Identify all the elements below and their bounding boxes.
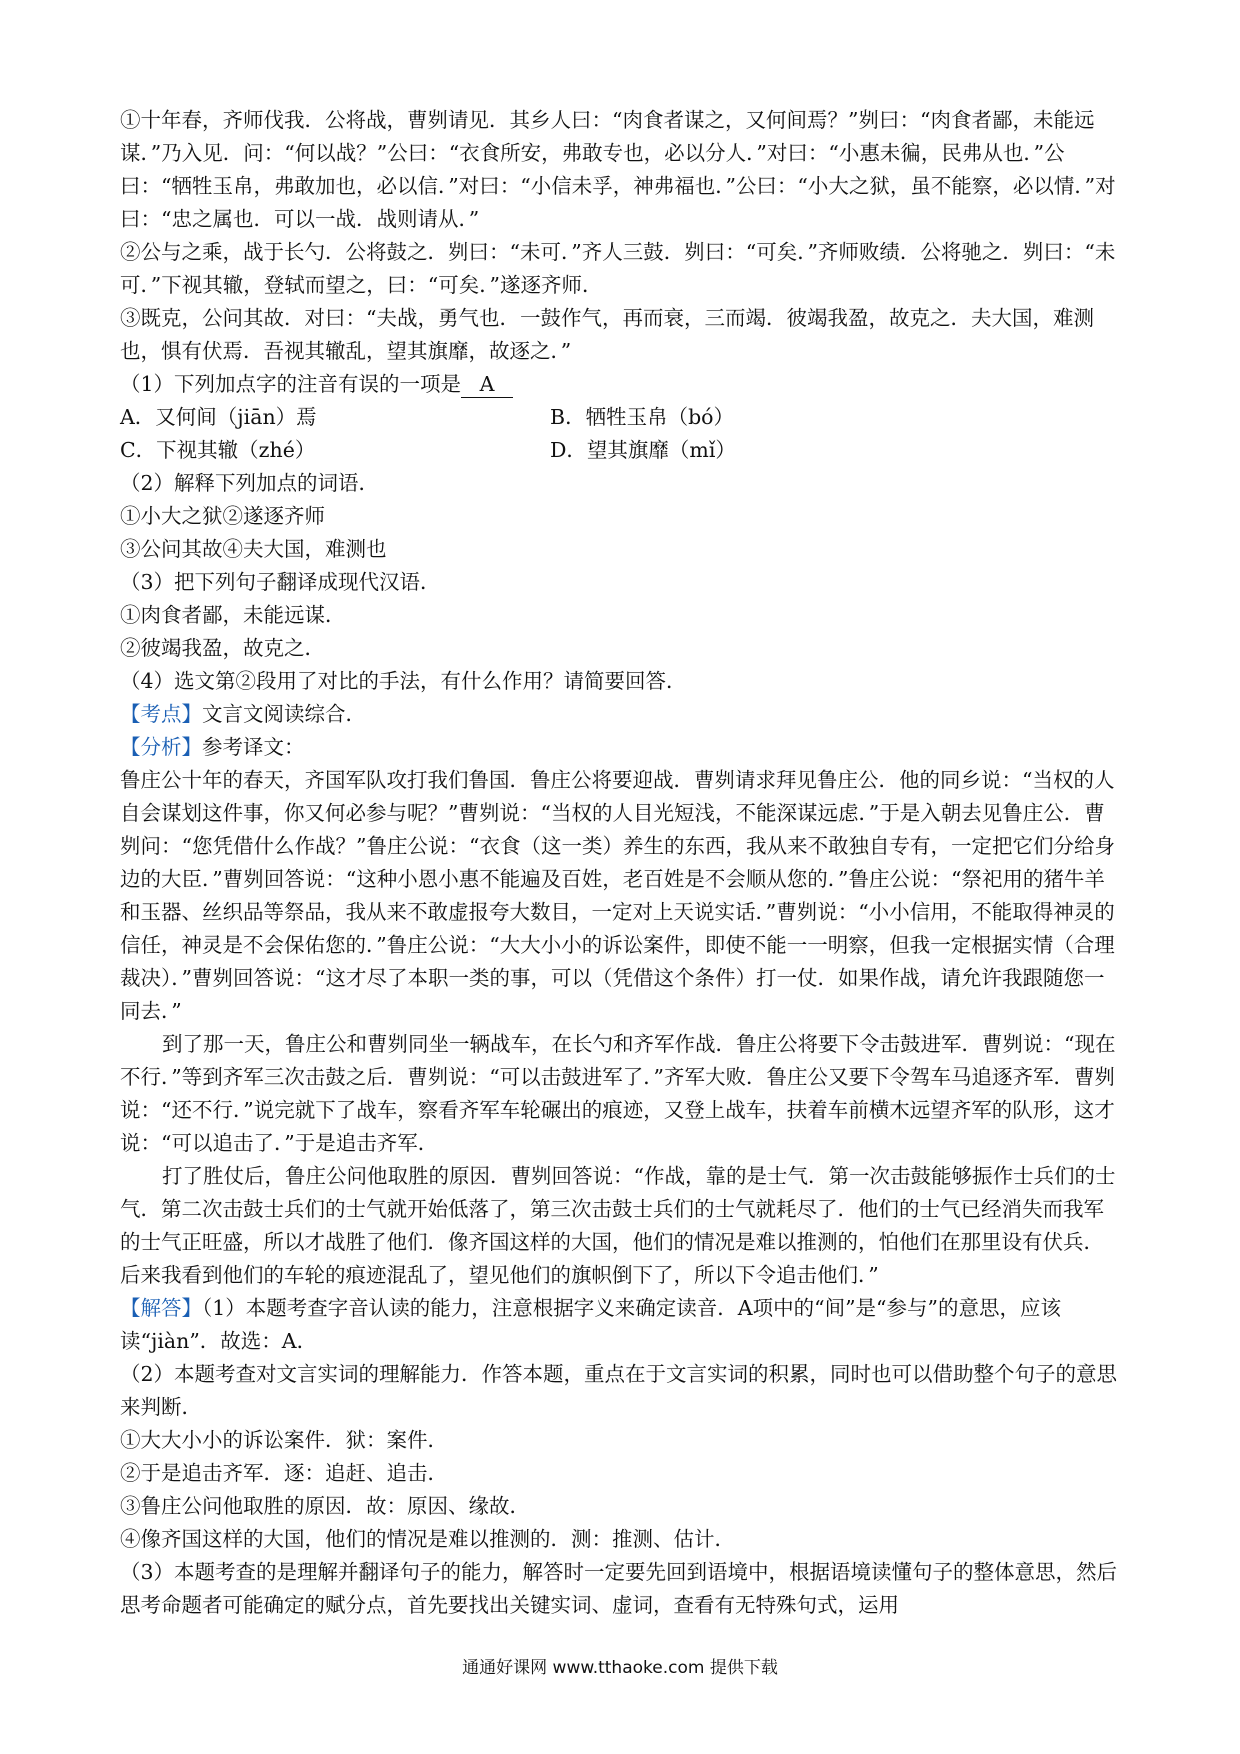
- answer-1: （1）本题考查字音认读的能力，注意根据字义来确定读音．A项中的“间”是“参与”的意思，应该读“jiàn”．故选：A．: [120, 1296, 1062, 1353]
- question-1-options-row-1: [120, 401, 1120, 434]
- jieda-tag: 【解答】: [120, 1296, 202, 1320]
- answer-2: （2）本题考查对文言实词的理解能力．作答本题，重点在于文言实词的积累，同时也可以借助整个句子的意思来判断．: [120, 1362, 1118, 1419]
- question-2-item: ③公问其故④夫大国，难测也: [120, 537, 387, 561]
- question-2-stem: （2）解释下列加点的词语．: [120, 471, 380, 495]
- answer-3: （3）本题考查的是理解并翻译句子的能力，解答时一定要先回到语境中，根据语境读懂句子的整体意思，然后思考命题者可能确定的赋分点，首先要找出关键实词、虚词，查看有无特殊句式，运用: [120, 1560, 1118, 1617]
- question-3-item: ②彼竭我盈，故克之．: [120, 636, 325, 660]
- kaodian-tag: 【考点】: [120, 702, 202, 726]
- jieda-section: [120, 1292, 1120, 1358]
- question-4-stem: （4）选文第②段用了对比的手法，有什么作用？请简要回答．: [120, 669, 687, 693]
- answer-2-item: ③鲁庄公问他取胜的原因．故：原因、缘故．: [120, 1494, 530, 1518]
- answer-2-item: ①大大小小的诉讼案件．狱：案件．: [120, 1428, 448, 1452]
- document-body: [120, 104, 1120, 1622]
- option-a: A．又何间（jiān）焉: [120, 405, 317, 429]
- answer-2-item: ④像齐国这样的大国，他们的情况是难以推测的．测：推测、估计．: [120, 1527, 735, 1551]
- translation-paragraph-1: 鲁庄公十年的春天，齐国军队攻打我们鲁国．鲁庄公将要迎战．曹刿请求拜见鲁庄公．他的同乡说：“当权的人自会谋划这件事，你又何必参与呢？”曹刿说：“当权的人目光短浅，不能深谋远虑．”于是入朝去见鲁庄公．曹刿问：“您凭借什么作战？”鲁庄公说：“衣食（这一类）养生的东西，我从来不敢独自专有，一定把它们分给身边的大臣．”曹刿回答说：“这种小恩小惠不能遍及百姓，老百姓是不会顺从您的．”鲁庄公说：“祭祀用的猪牛羊和玉器、丝织品等祭品，我从来不敢虚报夸大数目，一定对上天说实话．”曹刿说：“小小信用，不能取得神灵的信任，神灵是不会保佑您的．”鲁庄公说：“大大小小的诉讼案件，即使不能一一明察，但我一定根据实情（合理裁决）．”曹刿回答说：“这才尽了本职一类的事，可以（凭借这个条件）打一仗．如果作战，请允许我跟随您一同去．”: [120, 768, 1115, 1023]
- fenxi-section: [120, 731, 1120, 764]
- question-1-answer: A: [461, 371, 513, 398]
- question-2-item: ①小大之狱②遂逐齐师: [120, 504, 325, 528]
- question-1: [120, 368, 1120, 401]
- fenxi-tag: 【分析】: [120, 735, 202, 759]
- translation-paragraph-3: 打了胜仗后，鲁庄公问他取胜的原因．曹刿回答说：“作战，靠的是士气．第一次击鼓能够振作士兵们的士气．第二次击鼓士兵们的士气就开始低落了，第三次击鼓士兵们的士气就耗尽了．他们的士气已经消失而我军的士气正旺盛，所以才战胜了他们．像齐国这样的大国，他们的情况是难以推测的，怕他们在那里设有伏兵．后来我看到他们的车轮的痕迹混乱了，望见他们的旗帜倒下了，所以下令追击他们．”: [120, 1164, 1116, 1287]
- passage-paragraph-1: ①十年春，齐师伐我．公将战，曹刿请见．其乡人曰：“肉食者谋之，又何间焉？”刿曰：“肉食者鄙，未能远谋．”乃入见．问：“何以战？”公曰：“衣食所安，弗敢专也，必以分人．”对曰：“小惠未徧，民弗从也．”公曰：“牺牲玉帛，弗敢加也，必以信．”对曰：“小信未孚，神弗福也．”公曰：“小大之狱，虽不能察，必以情．”对曰：“忠之属也．可以一战．战则请从．”: [120, 108, 1116, 231]
- option-c: C．下视其辙（zhé）: [120, 438, 316, 462]
- passage-paragraph-3: ③既克，公问其故．对曰：“夫战，勇气也．一鼓作气，再而衰，三而竭．彼竭我盈，故克之．夫大国，难测也，惧有伏焉．吾视其辙乱，望其旗靡，故逐之．”: [120, 306, 1094, 363]
- page-footer: 通通好课网 www.tthaoke.com 提供下载: [462, 1658, 778, 1678]
- option-b: B．牺牲玉帛（bó）: [550, 405, 735, 429]
- fenxi-text: 参考译文：: [202, 735, 305, 759]
- passage-paragraph-2: ②公与之乘，战于长勺．公将鼓之．刿曰：“未可．”齐人三鼓．刿曰：“可矣．”齐师败绩．公将驰之．刿曰：“未可．”下视其辙，登轼而望之，曰：“可矣．”遂逐齐师．: [120, 240, 1116, 297]
- answer-2-item: ②于是追击齐军．逐：追赶、追击．: [120, 1461, 448, 1485]
- question-1-stem: （1）下列加点字的注音有误的一项是: [120, 372, 462, 396]
- translation-paragraph-2: 到了那一天，鲁庄公和曹刿同坐一辆战车，在长勺和齐军作战．鲁庄公将要下令击鼓进军．曹刿说：“现在不行．”等到齐军三次击鼓之后．曹刿说：“可以击鼓进军了．”齐军大败．鲁庄公又要下令驾车马追逐齐军．曹刿说：“还不行．”说完就下了战车，察看齐军车轮碾出的痕迹，又登上战车，扶着车前横木远望齐军的队形，这才说：“可以追击了．”于是追击齐军．: [120, 1032, 1116, 1155]
- question-3-item: ①肉食者鄙，未能远谋．: [120, 603, 346, 627]
- question-3-stem: （3）把下列句子翻译成现代汉语．: [120, 570, 441, 594]
- kaodian-section: [120, 698, 1120, 731]
- option-d: D．望其旗靡（mǐ）: [550, 438, 736, 462]
- kaodian-text: 文言文阅读综合．: [202, 702, 366, 726]
- question-1-options-row-2: [120, 434, 1120, 467]
